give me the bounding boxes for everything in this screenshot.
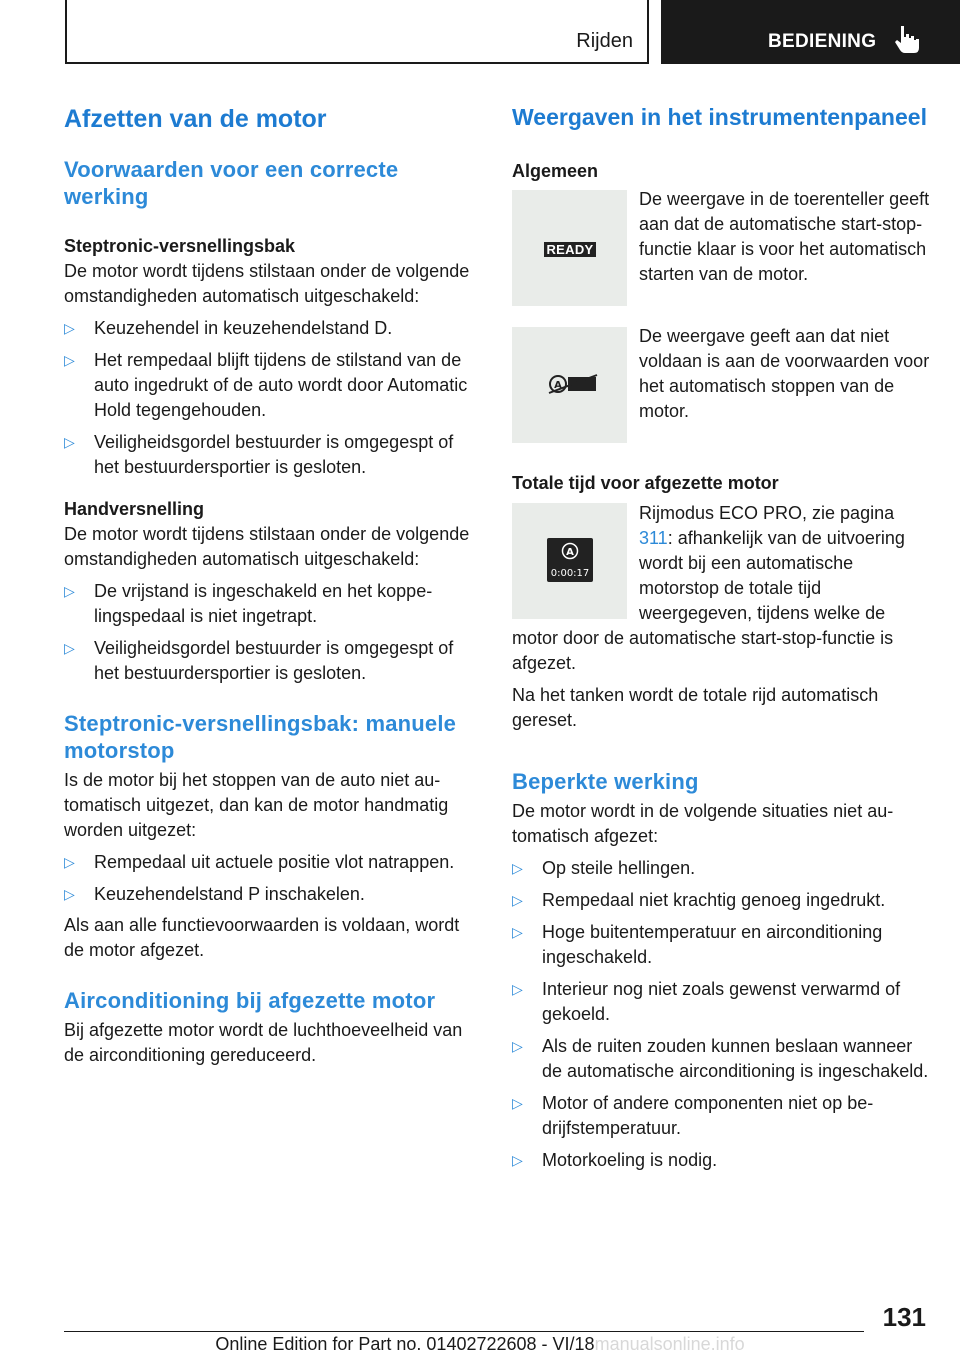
- figure-autostop-unavailable: [512, 327, 627, 443]
- header-section-title: Rijden: [576, 30, 633, 52]
- list-item: ▷ Hoge buitentemperatuur en airconditioning ingeschakeld.: [512, 922, 883, 967]
- manual-list: [64, 579, 480, 686]
- header-chapter-box: [661, 0, 960, 64]
- watermark-site: manualsonline.info: [594, 1334, 745, 1354]
- list-item: ▷ Keuzehendel in keuzehendelstand D.: [64, 318, 393, 338]
- right-column: [512, 100, 932, 1173]
- steptronic-intro: De motor wordt tijdens stilstaan onder de volgende omstandigheden automatisch uitgeschakeld:: [64, 261, 470, 306]
- svg-text:A: A: [554, 380, 562, 391]
- figure-ready: [512, 190, 627, 306]
- list-item: ▷ Interieur nog niet zoals gewenst verwarmd of gekoeld.: [512, 979, 901, 1024]
- heading-limited-operation: Beperkte werking: [512, 769, 699, 794]
- list-item: ▷ De vrijstand is ingeschakeld en het koppelingspedaal is niet ingetrapt.: [64, 581, 433, 626]
- heading-manual-gearbox: Handversnelling: [64, 499, 205, 519]
- list-item: ▷ Op steile hellingen.: [512, 858, 696, 878]
- auto-start-stop-crossed-icon: [548, 373, 598, 395]
- total-time-block: [512, 501, 932, 676]
- reset-text: Na het tanken wordt de totale rijd automatisch gereset.: [512, 685, 879, 730]
- list-item: ▷ Keuzehendelstand P inschakelen.: [64, 884, 365, 904]
- manual-intro: De motor wordt tijdens stilstaan onder de volgende omstandigheden automatisch uitgeschakeld:: [64, 524, 470, 569]
- heading-aircon: Airconditioning bij afgezette motor: [64, 988, 436, 1013]
- footer-edition: [0, 1334, 960, 1355]
- manual-stop-list: [64, 850, 480, 907]
- list-item: ▷ Het rempedaal blijft tijdens de stilstand van de auto ingedrukt of de auto wordt door Automatic Hold tegengehouden.: [64, 350, 468, 420]
- figure-timer: [512, 503, 627, 619]
- header-section-box: [65, 0, 649, 64]
- header-chapter-title: BEDIENING: [768, 31, 877, 52]
- manual-stop-outro: Als aan alle functievoorwaarden is voldaan, wordt de motor afgezet.: [64, 915, 460, 960]
- edition-text: Online Edition for Part no. 01402722608 - VI/18: [215, 1334, 595, 1354]
- list-item: ▷ Veiligheidsgordel bestuurder is omgegespt of het bestuurdersportier is gesloten.: [64, 432, 454, 477]
- heading-conditions: Voorwaarden voor een correcte werking: [64, 157, 399, 209]
- total-time-text: Rijmodus ECO PRO, zie pagina 311: afhankelijk van de uitvoering wordt bij een automatische motorstop de totale tijd weergegeven, tijdens welke de motor door de automatische start-stop-functie is afgezet.: [512, 503, 905, 673]
- manual-stop-intro: Is de motor bij het stoppen van de auto niet automatisch uitgezet, dan kan de motor handmatig worden uitgezet:: [64, 770, 449, 840]
- list-item: ▷ Als de ruiten zouden kunnen beslaan wanneer de automatische airconditioning is ingeschakeld.: [512, 1036, 929, 1081]
- heading-manual-stop: Steptronic-versnellingsbak: manuele motorstop: [64, 711, 457, 763]
- footer-divider: [64, 1331, 864, 1332]
- limited-list: [512, 856, 932, 1173]
- aircon-text: Bij afgezette motor wordt de luchthoeveelheid van de airconditioning gereduceerd.: [64, 1020, 463, 1065]
- list-item: ▷ Veiligheidsgordel bestuurder is omgegespt of het bestuurdersportier is gesloten.: [64, 638, 454, 683]
- figure-autostop-text: De weergave geeft aan dat niet voldaan is aan de voorwaarden voor het automatisch stoppen van de motor.: [639, 326, 930, 421]
- figure-ready-text: De weergave in de toerenteller geeft aan dat de automatische start-stop-functie klaar is voor het automatisch starten van de motor.: [639, 189, 930, 284]
- heading-general: Algemeen: [512, 161, 599, 181]
- heading-instrument-displays: Weergaven in het instrumentenpaneel: [512, 104, 927, 130]
- page-number: 131: [882, 1302, 926, 1332]
- list-item: ▷ Motorkoeling is nodig.: [512, 1150, 718, 1170]
- left-column: [64, 100, 480, 1068]
- limited-intro: De motor wordt in de volgende situaties niet automatisch afgezet:: [512, 801, 894, 846]
- list-item: ▷ Rempedaal niet krachtig genoeg ingedrukt.: [512, 890, 886, 910]
- figures-general: [512, 190, 932, 454]
- auto-start-stop-icon: [561, 542, 579, 560]
- heading-steptronic: Steptronic-versnellingsbak: [64, 236, 296, 256]
- list-item: ▷ Motor of andere componenten niet op bedrijfstemperatuur.: [512, 1093, 874, 1138]
- steptronic-list: [64, 316, 480, 480]
- timer-value: 0:00:17: [550, 568, 590, 579]
- svg-text:A: A: [566, 547, 574, 558]
- heading-engine-off: Afzetten van de motor: [64, 105, 327, 133]
- page-reference-link[interactable]: 311: [639, 528, 668, 548]
- hand-pointer-icon: [894, 24, 920, 54]
- ready-indicator: READY: [544, 242, 596, 257]
- timer-display: [547, 538, 593, 582]
- list-item: ▷ Rempedaal uit actuele positie vlot natrappen.: [64, 852, 455, 872]
- heading-total-time: Totale tijd voor afgezette motor: [512, 473, 779, 493]
